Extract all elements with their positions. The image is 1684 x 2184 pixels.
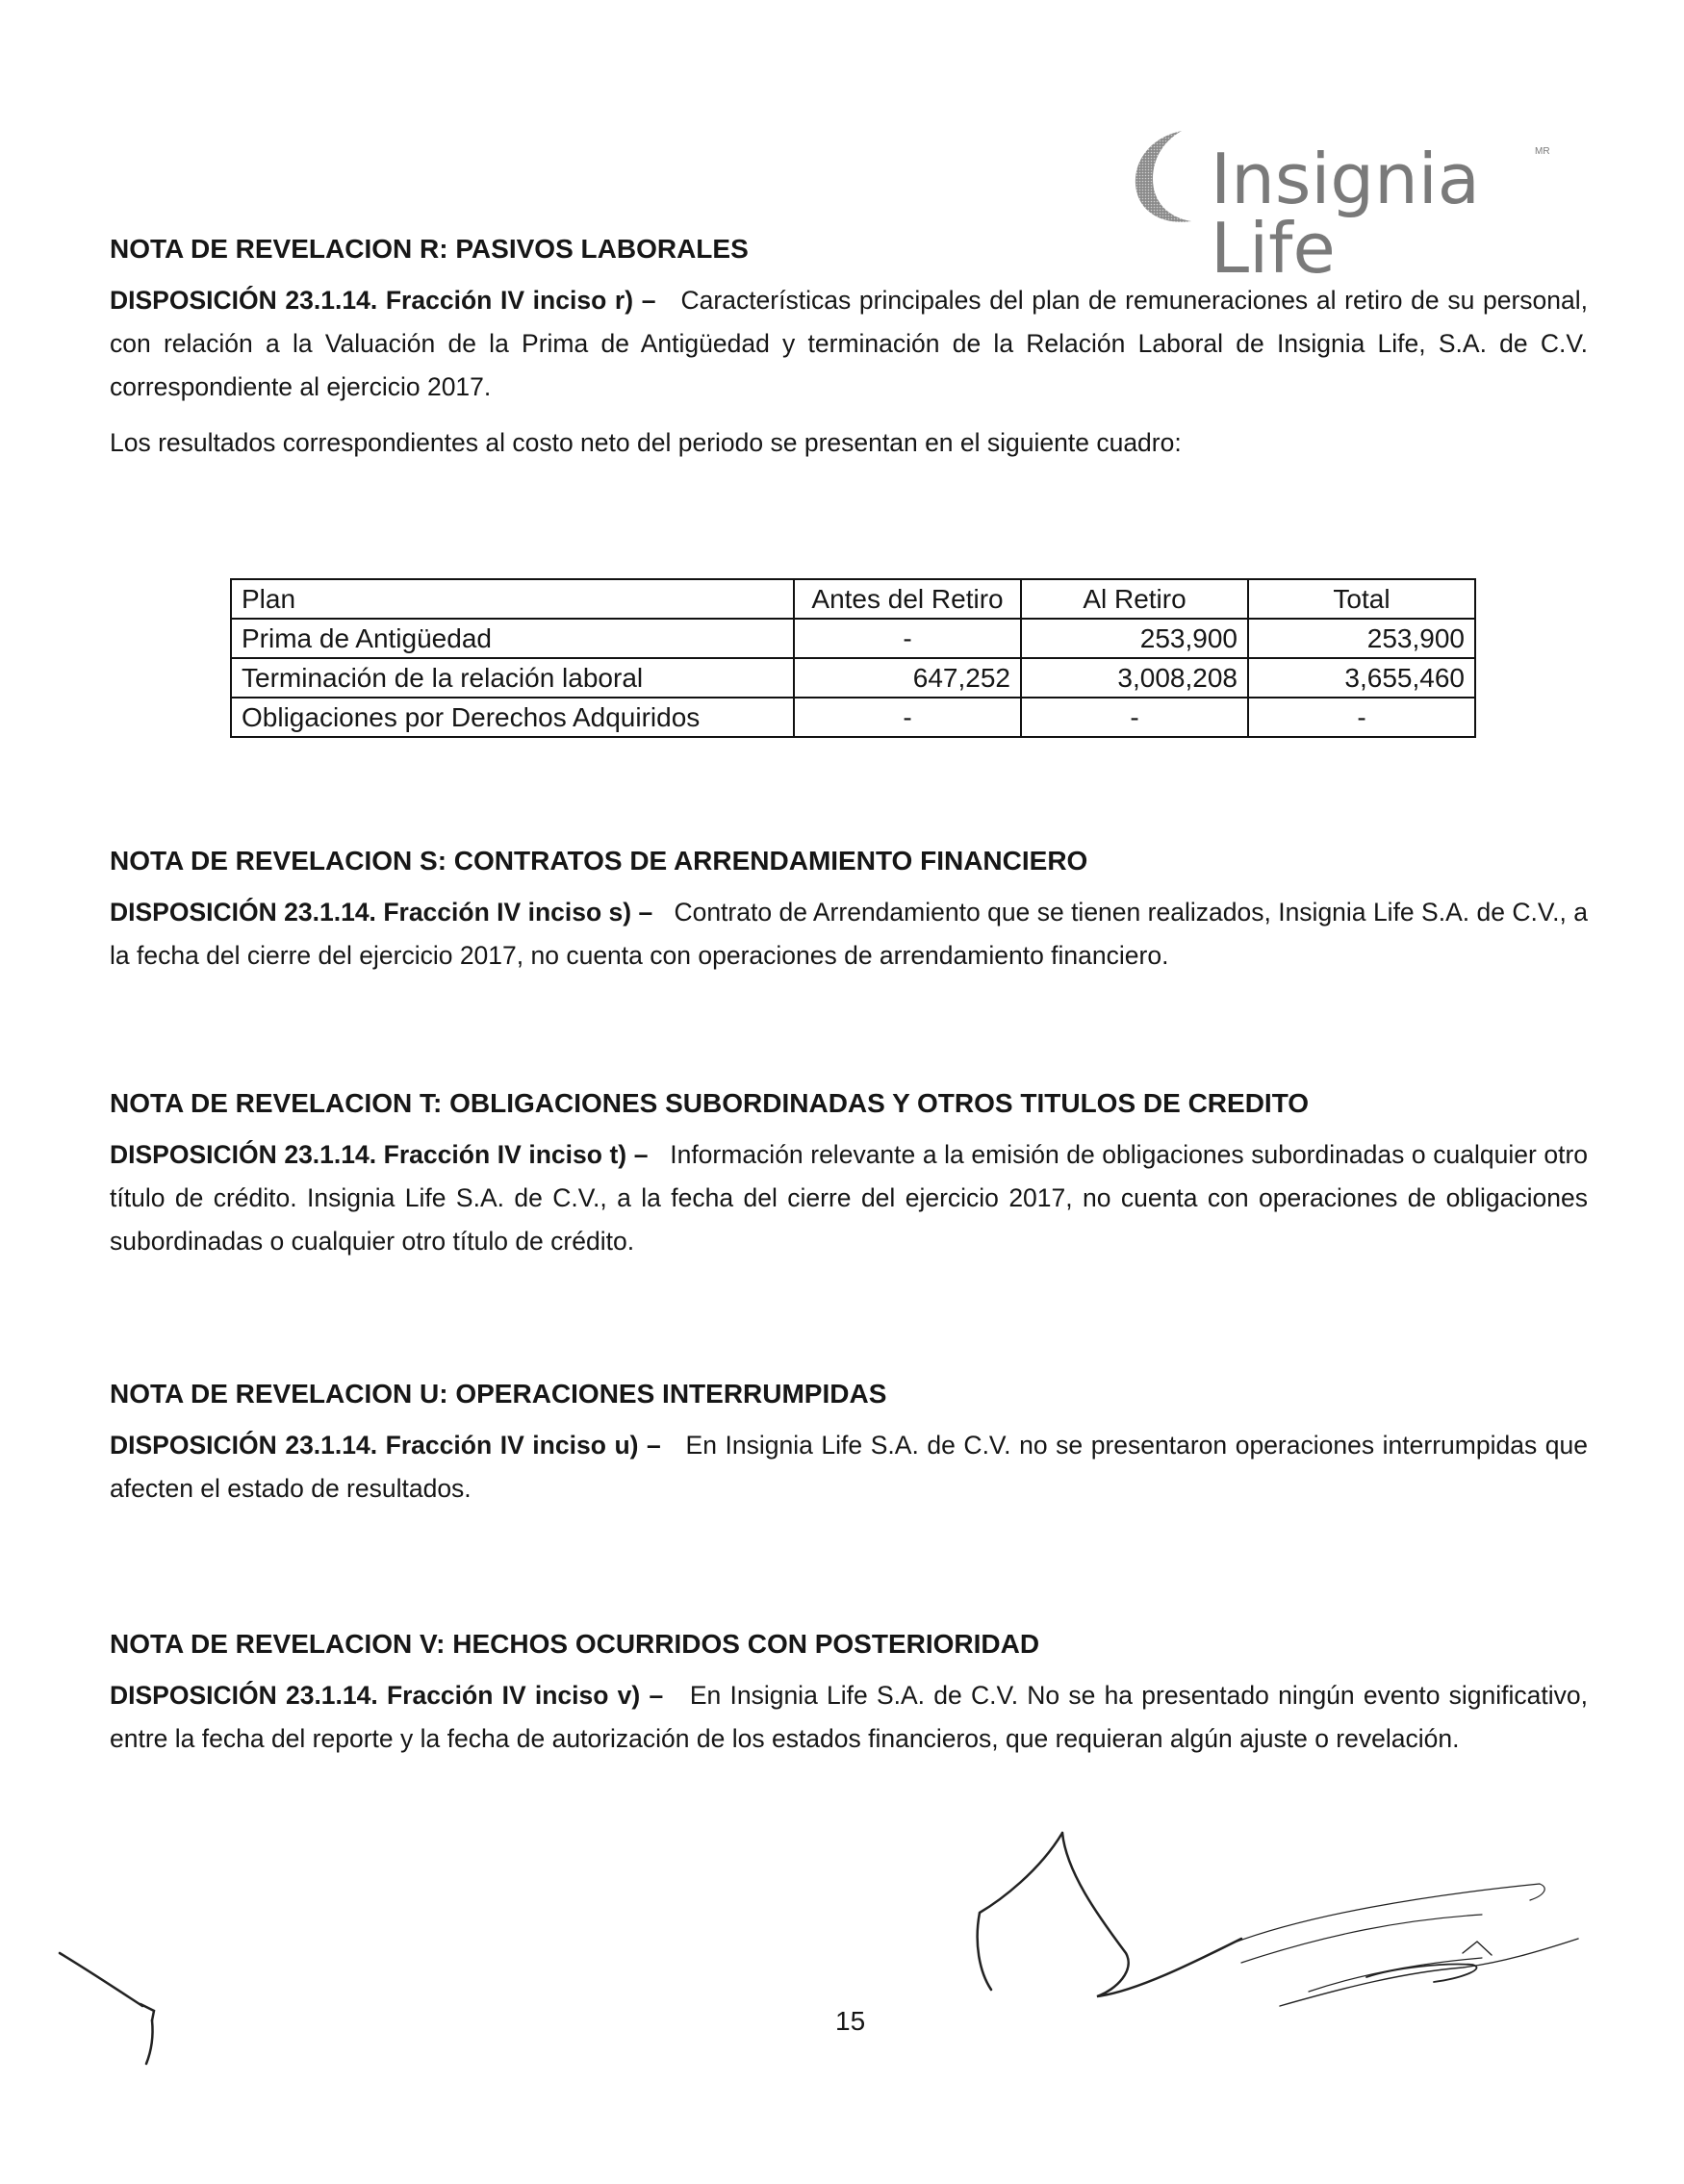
cell-antes: 647,252 <box>794 658 1021 698</box>
header-al-retiro: Al Retiro <box>1021 579 1248 619</box>
cell-total: 253,900 <box>1248 619 1475 658</box>
section-r-title: NOTA DE REVELACION R: PASIVOS LABORALES <box>110 234 749 264</box>
section-s-text: Contrato de Arrendamiento que se tienen realizados, Insignia Life S.A. de C.V., a la fecha del cierre del ejercicio 2017, no cuenta con operaciones de arrendamiento financiero. <box>110 898 1588 970</box>
cell-al-retiro: - <box>1021 698 1248 737</box>
section-t-ref: DISPOSICIÓN 23.1.14. Fracción IV inciso t) – <box>110 1140 649 1169</box>
section-v-ref: DISPOSICIÓN 23.1.14. Fracción IV inciso v) – <box>110 1681 664 1710</box>
section-s-title: NOTA DE REVELACION S: CONTRATOS DE ARRENDAMIENTO FINANCIERO <box>110 846 1088 876</box>
header-plan: Plan <box>231 579 794 619</box>
table-intro: Los resultados correspondientes al costo neto del periodo se presentan en el siguiente cuadro: <box>110 428 1182 457</box>
section-u-text: En Insignia Life S.A. de C.V. no se presentaron operaciones interrumpidas que afecten el estado de resultados. <box>110 1431 1589 1503</box>
section-v-text: En Insignia Life S.A. de C.V. No se ha presentado ningún evento significativo, entre la fecha del reporte y la fecha de autorización de los estados financieros, que requieran algún ajuste o revelación. <box>110 1681 1588 1753</box>
section-r-ref: DISPOSICIÓN 23.1.14. Fracción IV inciso r) – <box>110 286 656 315</box>
cell-total: - <box>1248 698 1475 737</box>
section-t-text: Información relevante a la emisión de obligaciones subordinadas o cualquier otro título de crédito. Insignia Life S.A. de C.V., a la fecha del cierre del ejercicio 2017, no cuenta con operaciones de obligaciones subordinadas o cualquier otro título de crédito. <box>110 1140 1589 1256</box>
section-s-ref: DISPOSICIÓN 23.1.14. Fracción IV inciso s) – <box>110 898 653 927</box>
logo-text: Insignia Life <box>1211 139 1480 289</box>
cell-plan: Terminación de la relación laboral <box>231 658 794 698</box>
section-r-text: Características principales del plan de remuneraciones al retiro de su personal, con relación a la Valuación de la Prima de Antigüedad y terminación de la Relación Laboral de Insignia Life, S.A. de C.V. correspondiente al ejercicio 2017. <box>110 286 1588 401</box>
cell-plan: Prima de Antigüedad <box>231 619 794 658</box>
cell-al-retiro: 3,008,208 <box>1021 658 1248 698</box>
cell-antes: - <box>794 619 1021 658</box>
cell-total: 3,655,460 <box>1248 658 1475 698</box>
cell-plan: Obligaciones por Derechos Adquiridos <box>231 698 794 737</box>
right-signature-icon <box>978 1833 1578 2006</box>
cell-antes: - <box>794 698 1021 737</box>
section-u-title: NOTA DE REVELACION U: OPERACIONES INTERRUMPIDAS <box>110 1379 887 1409</box>
section-v-title: NOTA DE REVELACION V: HECHOS OCURRIDOS CON POSTERIORIDAD <box>110 1629 1040 1659</box>
page-number: 15 <box>835 2006 866 2036</box>
left-initial-icon <box>60 1953 154 2064</box>
cell-al-retiro: 253,900 <box>1021 619 1248 658</box>
section-t-title: NOTA DE REVELACION T: OBLIGACIONES SUBORDINADAS Y OTROS TITULOS DE CREDITO <box>110 1088 1310 1118</box>
header-antes-del-retiro: Antes del Retiro <box>794 579 1021 619</box>
section-u-ref: DISPOSICIÓN 23.1.14. Fracción IV inciso u) – <box>110 1431 661 1460</box>
header-total: Total <box>1248 579 1475 619</box>
logo-trademark: MR <box>1535 146 1550 157</box>
